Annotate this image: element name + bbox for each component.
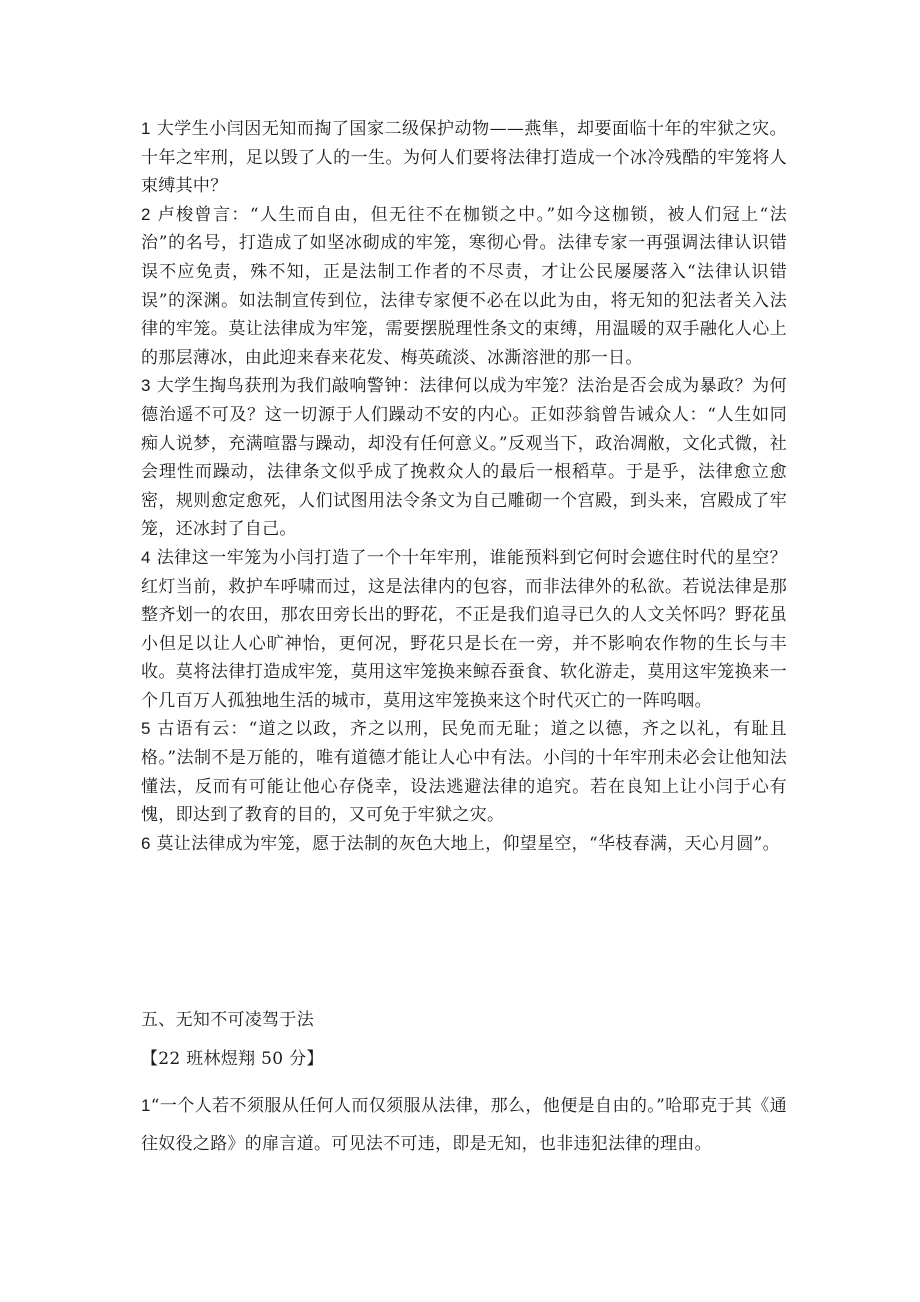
paragraph-3 — [141, 372, 787, 544]
paragraph-number: 4 — [141, 547, 151, 567]
paragraph-number: 1 — [141, 1096, 151, 1115]
paragraph-number: 6 — [141, 833, 151, 853]
essay-body-b — [141, 1087, 787, 1163]
paragraph-4 — [141, 544, 787, 716]
author-line-text: 【22 班林煜翔 50 分】 — [141, 1049, 324, 1069]
paragraph-text: 大学生掏鸟获刑为我们敲响警钟：法律何以成为牢笼？法治是否会成为暴政？为何德治遥不可及？这一切源于人们躁动不安的内心。正如莎翁曾告诫众人：“人生如同痴人说梦，充满喧嚣与躁动，却没有任何意义。”反观当下，政治凋敝，文化式微，社会理性而躁动，法律条文似乎成了挽救众人的最后一根稻草。于是乎，法律愈立愈密，规则愈定愈死，人们试图用法令条文为自己雕砌一个宫殿，到头来，宫殿成了牢笼，还冰封了自己。 — [141, 376, 787, 540]
paragraph-number: 1 — [141, 119, 151, 138]
section-heading — [141, 1006, 787, 1034]
paragraph-text: 莫让法律成为牢笼，愿于法制的灰色大地上，仰望星空，“华枝春满，天心月圆”。 — [156, 833, 780, 854]
paragraph-number: 2 — [141, 204, 151, 224]
paragraph-2 — [141, 201, 787, 373]
paragraph-5 — [141, 715, 787, 829]
paragraph-number: 3 — [141, 376, 151, 396]
paragraph-text: 卢梭曾言：“人生而自由，但无往不在枷锁之中。”如今这枷锁，被人们冠上“法治”的名号，打造成了如坚冰砌成的牢笼，寒彻心骨。法律专家一再强调法律认识错误不应免责，殊不知，正是法制工作者的不尽责，才让公民屡屡落入“法律认识错误”的深渊。如法制宣传到位，法律专家便不必在以此为由，将无知的犯法者关入法律的牢笼。莫让法律成为牢笼，需要摆脱理性条文的束缚，用温暖的双手融化人心上的那层薄冰，由此迎来春来花发、梅英疏淡、冰澌溶泄的那一日。 — [141, 204, 787, 368]
paragraph-text: 法律这一牢笼为小闫打造了一个十年牢刑，谁能预料到它何时会遮住时代的星空？红灯当前，救护车呼啸而过，这是法律内的包容，而非法律外的私欲。若说法律是那整齐划一的农田，那农田旁长出的野花，不正是我们追寻已久的人文关怀吗？野花虽小但足以让人心旷神怡，更何况，野花只是长在一旁，并不影响农作物的生长与丰收。莫将法律打造成牢笼，莫用这牢笼换来鲸吞蚕食、软化游走，莫用这牢笼换来一个几百万人孤独地生活的城市，莫用这牢笼换来这个时代灭亡的一阵呜咽。 — [141, 547, 787, 711]
paragraph-text: 古语有云：“道之以政，齐之以刑，民免而无耻；道之以德，齐之以礼，有耻且格。”法制不是万能的，唯有道德才能让人心中有法。小闫的十年牢刑未必会让他知法懂法，反而有可能让他心存侥幸，设法逃避法律的追究。若在良知上让小闫于心有愧，即达到了教育的目的，又可免于牢狱之灾。 — [141, 719, 787, 826]
paragraph-number: 5 — [141, 719, 151, 739]
essay-body-a — [141, 115, 787, 858]
essay-paragraph-1 — [141, 1087, 787, 1163]
paragraph-text: “一个人若不须服从任何人而仅须服从法律，那么，他便是自由的。”哈耶克于其《通往奴役之路》的扉言道。可见法不可违，即是无知，也非违犯法律的理由。 — [141, 1096, 787, 1154]
paragraph-text: 大学生小闫因无知而掏了国家二级保护动物——燕隼，却要面临十年的牢狱之灾。十年之牢刑，足以毁了人的一生。为何人们要将法律打造成一个冰冷残酷的牢笼将人束缚其中？ — [141, 119, 787, 197]
author-line — [141, 1045, 787, 1073]
paragraph-1 — [141, 115, 787, 201]
paragraph-6 — [141, 830, 787, 859]
section-heading-text: 五、无知不可凌驾于法 — [141, 1010, 314, 1030]
